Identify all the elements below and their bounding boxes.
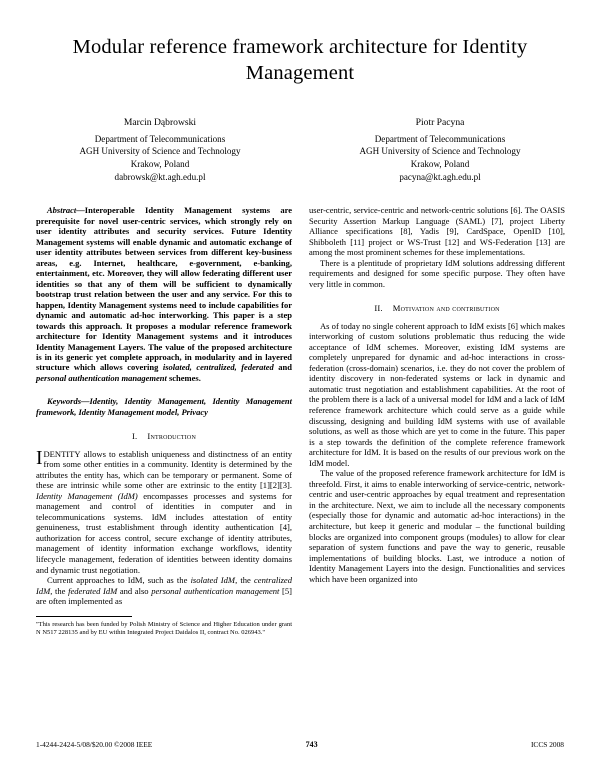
- footer-page-number: 743: [305, 740, 318, 749]
- funding-footnote: "This research has been funded by Polish Ministry of Science and Higher Education under grant N N517 228135 and by EU within Integrated Project Daidalos II, contract No. 026943.": [36, 620, 292, 637]
- abstract-paragraph: [36, 205, 292, 383]
- term-personal-auth-management: personal authentication management: [151, 585, 280, 596]
- keywords-label: Keywords—: [47, 396, 90, 407]
- intro-leadin: DENTITY: [43, 448, 81, 459]
- author-email: dabrowsk@kt.agh.edu.pl: [114, 172, 206, 183]
- section-title: Motivation and contribution: [392, 302, 500, 313]
- author-name: Piotr Pacyna: [415, 117, 465, 129]
- author-institution: AGH University of Science and Technology: [79, 146, 241, 157]
- author-block: [0, 116, 600, 184]
- abstract-text: Interoperable Identity Management systems are prerequisite for novel user-centric services, which strongly rely on user identity attributes and security services. Future Identity Management systems will enable dynamic and automatic exchange of user identity attributes between services from different key-business areas, e.g. Internet, healthcare, e-government, e-banking, entertainment, etc. Moreover, they will allow federating different user identities so that any of them will be sufficient to dynamically bootstrap trust relation between the user and any service. For this to happen, Identity Management systems need to include capabilities for dynamic and automatic ad-hoc interworking. This paper is a step towards this approach. It proposes a modular reference framework architecture for Identity Management systems and it introduces Identity Management Layers. The value of the proposed architecture is in its generic yet complete approach, in modularity and in layered structure which allows covering: [36, 205, 292, 373]
- section-title: Introduction: [147, 430, 196, 441]
- intro2-text-b: , the: [235, 575, 255, 586]
- term-centralized-idm: centralized IdM: [36, 575, 292, 596]
- footer-copyright: 1-4244-2424-5/08/$20.00 ©2008 IEEE: [36, 740, 153, 749]
- section-number: II.: [374, 302, 383, 313]
- drop-cap: I: [36, 447, 43, 469]
- title-block: [0, 0, 600, 86]
- page-footer: [36, 740, 564, 749]
- footer-conference: ICCS 2008: [530, 740, 564, 749]
- author-email: pacyna@kt.agh.edu.pl: [399, 172, 481, 183]
- left-column: [36, 205, 292, 637]
- abstract-text-tail-b: schemes.: [166, 372, 201, 383]
- author-location: Krakow, Poland: [410, 159, 470, 170]
- term-federated-idm: federated IdM: [68, 585, 118, 596]
- right-column: [309, 205, 565, 637]
- author-entry-2: [300, 116, 580, 184]
- intro-text-a: allows to establish uniqueness and distinctness of an entity from some other entities in a community. Identity is determined by the attributes the entity has, which can be temporary or permanent. Some of these are intrinsic while some other are extrinsic to the entity [1][2][3].: [36, 448, 292, 491]
- right-paragraph-2: There is a plentitude of proprietary IdM solutions addressing different requirements and designed for some specific purpose. They often have very little in common.: [309, 257, 565, 290]
- intro-text-b: encompasses processes and systems for management and control of identities in computer and in telecommunications systems. IdM includes attestation of entity genuineness, trust establishment through identity authentication [4], authorization for access control, secure exchange of identity attributes, management of identity information exchange workflows, identity lifecycle management, federation of identities between identity domains and dynamic trust negotiation.: [36, 490, 292, 575]
- abstract-label: Abstract—: [47, 205, 85, 216]
- keywords-text: Identity, Identity Management, Identity Management framework, Identity Management model, Privacy: [36, 396, 292, 417]
- body-columns: [0, 205, 600, 637]
- section-number: I.: [131, 430, 138, 441]
- abstract-italic-terms-b: personal authentication management: [36, 372, 167, 383]
- term-isolated-idm: isolated IdM: [190, 575, 236, 586]
- right-paragraph-4: The value of the proposed reference framework architecture for IdM is threefold. First, it aims to enable interworking of service-centric, network-centric and user-centric approaches by equal treatment and representation in the architecture. Next, we aim to include all the necessary components (especially those for dynamic and automatic ad-hoc interactions) in the architecture, but keep it generic and modular – the functional building blocks are organized into component groups (modules) to allow for clear separation of system functions and pave the way to generic, reusable implementations of building blocks. Last, we introduce a notion of Identity Management Layers into the design. Functionalities and services which have been organized into: [309, 468, 565, 584]
- page-title: Modular reference framework architecture for Identity Management: [72, 36, 528, 85]
- author-department: Department of Telecommunications: [374, 133, 506, 144]
- section-heading-introduction: [36, 431, 292, 441]
- intro2-text-e: [5] are often implemented as: [36, 585, 292, 607]
- footnote-divider: [36, 616, 132, 617]
- intro-italic-idm: Identity Management (IdM): [36, 490, 138, 501]
- author-institution: AGH University of Science and Technology: [359, 146, 521, 157]
- intro2-text-d: and also: [117, 585, 152, 596]
- keywords-paragraph: [36, 396, 292, 417]
- abstract-italic-terms: isolated, centralized, federated: [162, 362, 274, 373]
- author-location: Krakow, Poland: [130, 159, 190, 170]
- right-paragraph-1: user-centric, service-centric and network-centric solutions [6]. The OASIS Security Assertion Markup Language (SAML) [7], project Liberty Alliance specifications [8], Yadis [9], CardSpace, OpenID [10], Shibboleth [11] project or WS-Trust [12] and WS-Federation [13] are among the most prominent schemes for these implementations.: [309, 205, 565, 258]
- intro2-text-a: Current approaches to IdM, such as the: [47, 575, 191, 586]
- author-name: Marcin Dąbrowski: [123, 117, 197, 129]
- author-entry-1: [20, 116, 300, 184]
- right-paragraph-3: As of today no single coherent approach to IdM exists [6] which makes interworking of custom solutions problematic thus reducing the wide acceptance of IdM schemes. Moreover, existing IdM systems are completely unprepared for dynamic and ad-hoc interactions in cross-federation (cross-domain) scenarios, i.e. they do not cover the problem of identity discovery in non-federated systems or lack in dynamic and automatic trust negotiation and establishment capabilities. At the root of the problem there is a lack of a universal model for IdM and a lack of IdM reference framework architecture which could serve as a guide while discussing, designing and building IdM systems with use of available solutions, as well as those which are yet to come in the future. This paper is a step towards the definition of the complete reference framework architecture for IdM. It is based on the results of our previous work on the IdM model.: [309, 320, 565, 468]
- section-heading-motivation: [309, 303, 565, 313]
- intro-paragraph-1: [36, 449, 292, 576]
- intro2-text-c: , the: [50, 585, 69, 596]
- intro-paragraph-2: [36, 575, 292, 607]
- abstract-text-tail-a: and: [273, 362, 292, 373]
- author-department: Department of Telecommunications: [94, 133, 226, 144]
